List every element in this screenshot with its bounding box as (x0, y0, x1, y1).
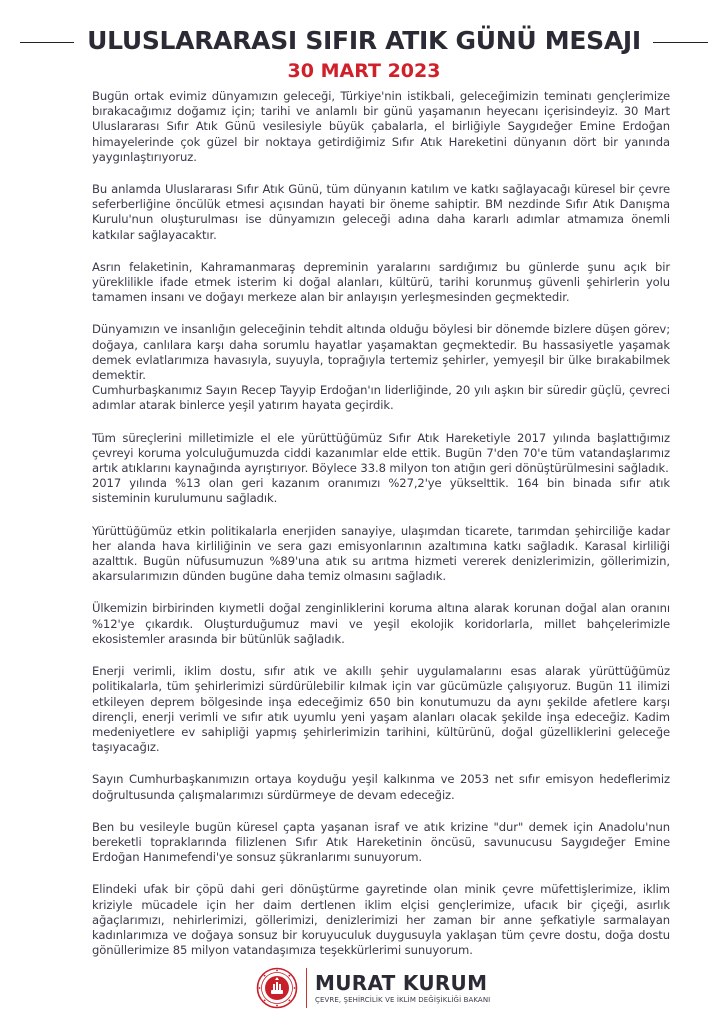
paragraph: Yürüttüğümüz etkin politikalarla enerjiden sanayiye, ulaşımdan ticarete, tarımdan şehirciliğe kadar her alanda hava kirliliğinin ve sera gazı emisyonlarının azaltımına katkı sağladık. Karasal kirliliği azalttık. Bugün nüfusumuzun %89'una atık su arıtma hizmeti vererek denizlerimizin, göllerimizin, akarsularımızın dünden bugüne daha temiz olmasını sağladık. (92, 523, 670, 584)
paragraph: Ülkemizin birbirinden kıymetli doğal zenginliklerini koruma altına alarak korunan doğal alan oranını %12'ye çıkardık. Oluşturduğumuz mavi ve yeşil ekolojik koridorlarla, millet bahçelerimizle ekosistemler arasında bir bütünlük sağladık. (92, 601, 670, 646)
paragraph: Sayın Cumhurbaşkanımızın ortaya koyduğu yeşil kalkınma ve 2053 net sıfır emisyon hedeflerimiz doğrultusunda çalışmalarımızı sürdürmeye de devam edeceğiz. (92, 772, 670, 802)
paragraph: Asrın felaketinin, Kahramanmaraş depreminin yaralarını sardığımız bu günlerde şunu açık bir yüreklilikle ifade etmek isterim ki doğal alanları, kültürü, tarihi korunmuş güvenli şehirlerin yolu tamamen insanı ve doğayı merkeze alan bir anlayışın yerleşmesinden geçmektedir. (92, 259, 670, 305)
paragraph: 2017 yılında %13 olan geri kazanım oranımızı %27,2'ye yükselttik. 164 bin binada sıfır atık sisteminin kurulumunu sağladık. (92, 476, 670, 506)
paragraph: Dünyamızın ve insanlığın geleceğinin tehdit altında olduğu böylesi bir dönemde bizlere düşen görev; doğaya, canlılara karşı daha sorumlu hayatlar yaşamaktan geçmektedir. Bu hassasiyetle yaşamak demek evlatlarımıza havasıyla, suyuyla, toprağıyla tertemiz şehirler, yemyeşil bir ülke bırakabilmek demektir. (92, 322, 670, 383)
signature-block (256, 966, 490, 1010)
signatory-name: MURAT KURUM (315, 971, 488, 995)
signature-divider (306, 968, 307, 1008)
signatory-role: ÇEVRE, ŞEHİRCİLİK VE İKLİM DEĞİŞİKLİĞİ BAKANI (315, 996, 491, 1004)
page-title: ULUSLARARASI SIFIR ATIK GÜNÜ MESAJI (87, 26, 641, 55)
paragraph: Bugün ortak evimiz dünyamızın geleceği, Türkiye'nin istikbali, geleceğimizin teminatı gençlerimize bırakacağımız doğamız için; tarihi ve anlamlı bir günü yaşamanın heyecanı içerisindeyiz. 30 Mart Uluslararası Sıfır Atık Günü vesilesiyle büyük çabalarla, el birliğiyle Saygıdeğer Emine Erdoğan himayelerinde çok güzel bir noktaya getirdiğimiz Sıfır Atık Hareketini dünyanın dört bir yanında yaygınlaştırıyoruz. (92, 89, 670, 164)
message-date: 30 MART 2023 (287, 60, 441, 82)
paragraph: Elindeki ufak bir çöpü dahi geri dönüştürme gayretinde olan minik çevre müfettişlerimize, iklim kriziyle mücadele için her daim dertlenen iklim elçisi gençlerimize, ufacık bir çiçeği, asırlık ağaçlarımızı, nehirlerimizi, göllerimizi, denizlerimizi her zaman bir anne şefkatiyle sarmalayan kadınlarımıza ve doğaya sonsuz bir koruyuculuk duygusuyla yaklaşan tüm çevre dostu, doğa dostu gönüllerimize 85 milyon vatandaşımıza teşekkürlerimi sunuyorum. (92, 882, 670, 958)
paragraph: Enerji verimli, iklim dostu, sıfır atık ve akıllı şehir uygulamalarını esas alarak yürüttüğümüz politikalarla, tüm şehirlerimizi sürdürülebilir kılmak için var gücümüzle çalışıyoruz. Bugün 11 ilimizi etkileyen deprem bölgesinde inşa edeceğimiz 650 bin konutumuzu da aynı şekilde afetlere karşı dirençli, enerji verimli ve sıfır atık uyumlu yeni yaşam alanları olacak şekilde inşa edeceğiz. Kadim medeniyetlere ev sahipliği yapmış şehirlerimizin tarihini, kültürünü, doğal güzelliklerini geleceğe taşıyacağız. (92, 664, 670, 755)
paragraph: Tüm süreçlerini milletimizle el ele yürüttüğümüz Sıfır Atık Hareketiyle 2017 yılında başlattığımız çevreyi koruma yolculuğumuzda ciddi kazanımlar elde ettik. Bugün 7'den 70'e tüm vatandaşlarımız artık atıklarını kaynağında ayrıştırıyor. Böylece 33.8 milyon ton atığın geri dönüştürülmesini sağladık. (92, 430, 670, 476)
paragraph: Ben bu vesileyle bugün küresel çapta yaşanan israf ve atık krizine "dur" demek için Anadolu'nun bereketli topraklarında filizlenen Sıfır Atık Hareketinin öncüsü, savunucusu Saygıdeğer Emine Erdoğan Hanımefendi'ye sonsuz şükranlarımı sunuyorum. (92, 819, 670, 865)
ministry-seal-icon (256, 967, 298, 1009)
signature-text (315, 972, 490, 1004)
paragraph: Bu anlamda Uluslararası Sıfır Atık Günü, tüm dünyanın katılım ve katkı sağlayacağı küresel bir çevre seferberliğine öncülük etmesi açısından hayati bir öneme sahiptir. BM nezdinde Sıfır Atık Danışma Kurulu'nun oluşturulması ise dünyamızın geleceği adına daha kararlı adımlar atmamıza önemli katkılar sağlayacaktır. (92, 182, 670, 242)
paragraph: Cumhurbaşkanımız Sayın Recep Tayyip Erdoğan'ın liderliğinde, 20 yılı aşkın bir süredir güçlü, çevreci adımlar atarak binlerce yeşil yatırım hayata geçirdik. (92, 383, 670, 413)
message-body (92, 89, 670, 975)
